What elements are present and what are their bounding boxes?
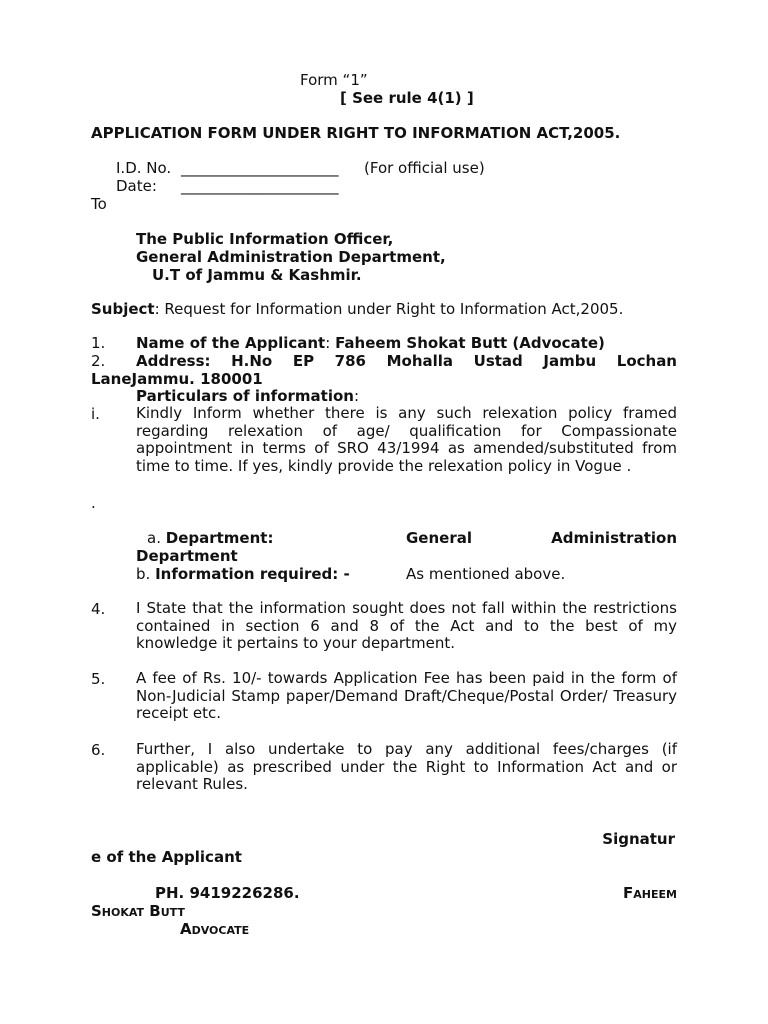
- id-note: (For official use): [364, 159, 485, 177]
- signature-label-a: Signatur: [602, 830, 675, 848]
- applicant-name-value: Faheem Shokat Butt (Advocate): [335, 334, 605, 352]
- item-5-text: A fee of Rs. 10/- towards Application Fee has been paid in the form of Non-Judicial Stamp paper/Demand Draft/Cheque/Postal Order/ Treasury receipt etc.: [136, 669, 677, 723]
- info-required-label: Information required: -: [155, 565, 350, 583]
- subject-text: : Request for Information under Right to Information Act,2005.: [154, 300, 624, 318]
- date-blank: _____________________: [181, 177, 339, 195]
- item-2-number: 2.: [91, 352, 106, 370]
- id-blank: _____________________: [181, 159, 339, 177]
- stray-dot: .: [91, 494, 96, 512]
- signature-label-b: e of the Applicant: [91, 848, 242, 866]
- department-value-a: General: [406, 529, 472, 547]
- item-4-text: I State that the information sought does not fall within the restrictions contained in section 6 and 8 of the Act and to the best of my knowledge it pertains to your department.: [136, 599, 677, 653]
- address-line-2: LaneJammu. 180001: [91, 370, 263, 388]
- main-title: APPLICATION FORM UNDER RIGHT TO INFORMATION ACT,2005.: [91, 124, 621, 142]
- particulars-label: Particulars of information: [136, 387, 354, 405]
- particulars-colon: :: [353, 387, 360, 405]
- applicant-name-a: Faheem: [623, 884, 677, 902]
- item-5-number: 5.: [91, 670, 106, 688]
- department-value-b: Administration: [551, 529, 677, 547]
- item-6-number: 6.: [91, 741, 106, 759]
- phone-number: PH. 9419226286.: [155, 884, 300, 902]
- addressee-line-2: General Administration Department,: [136, 248, 446, 266]
- department-prefix: a.: [147, 529, 161, 547]
- addressee-line-1: The Public Information Officer,: [136, 230, 394, 248]
- department-line: [147, 529, 273, 547]
- info-required-line: [136, 565, 350, 583]
- particulars-heading: [136, 387, 359, 405]
- see-rule: [ See rule 4(1) ]: [340, 89, 474, 107]
- to-label: To: [91, 195, 107, 213]
- department-label: Department:: [165, 529, 274, 547]
- applicant-name-sep: :: [325, 334, 336, 352]
- info-required-prefix: b.: [136, 565, 151, 583]
- date-label: Date:: [116, 177, 157, 195]
- addressee-line-3: U.T of Jammu & Kashmir.: [152, 266, 362, 284]
- address-line-1: Address: H.No EP 786 Mohalla Ustad Jambu Lochan: [136, 352, 677, 370]
- item-1-line: [136, 334, 605, 352]
- id-label: I.D. No.: [116, 159, 172, 177]
- applicant-name-b: Shokat Butt: [91, 902, 185, 920]
- sub-item-i-text: Kindly Inform whether there is any such relexation policy framed regarding relexation of age/ qualification for Compassionate appointment in terms of SRO 43/1994 as amended/substituted from time to time. If yes, kindly provide the relexation policy in Vogue .: [136, 404, 677, 475]
- applicant-title: Advocate: [180, 920, 250, 938]
- subject-line: [91, 300, 623, 318]
- item-6-text: Further, I also undertake to pay any additional fees/charges (if applicable) as prescribed under the Right to Information Act and or relevant Rules.: [136, 740, 677, 794]
- department-value-c: Department: [136, 547, 238, 565]
- applicant-name-label: Name of the Applicant: [136, 334, 326, 352]
- item-4-number: 4.: [91, 600, 106, 618]
- item-1-number: 1.: [91, 334, 106, 352]
- sub-item-i-number: i.: [91, 405, 100, 423]
- info-required-value: As mentioned above.: [406, 565, 566, 583]
- form-title: Form “1”: [300, 71, 368, 89]
- subject-label: Subject: [91, 300, 155, 318]
